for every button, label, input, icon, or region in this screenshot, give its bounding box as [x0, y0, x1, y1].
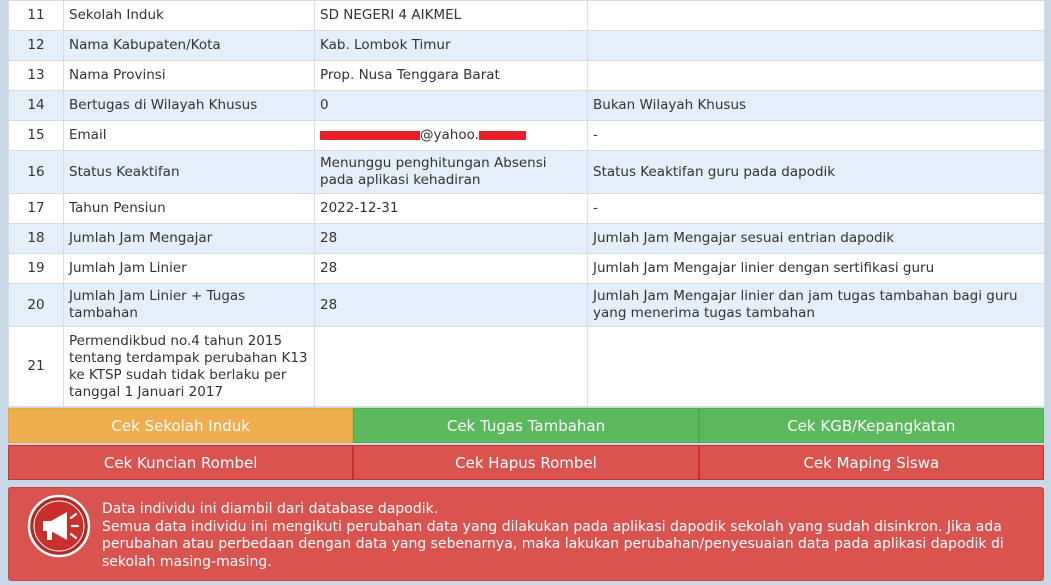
row-number: 16 — [9, 151, 64, 194]
table-row — [9, 327, 1045, 407]
field-value: 28 — [315, 254, 588, 284]
field-note: - — [588, 121, 1045, 151]
cek-hapus-rombel-button[interactable]: Cek Hapus Rombel — [353, 445, 698, 480]
row-number: 18 — [9, 224, 64, 254]
field-label: Tahun Pensiun — [64, 194, 315, 224]
field-note — [588, 31, 1045, 61]
alert-line-source: Data individu ini diambil dari database dapodik. — [102, 501, 439, 517]
field-label: Permendikbud no.4 tahun 2015 tentang terdampak perubahan K13 ke KTSP sudah tidak berlaku per tanggal 1 Januari 2017 — [64, 327, 315, 407]
table-row — [9, 224, 1045, 254]
row-number: 12 — [9, 31, 64, 61]
field-value: 0 — [315, 91, 588, 121]
action-button-row — [8, 445, 1044, 480]
field-label: Status Keaktifan — [64, 151, 315, 194]
field-value — [315, 327, 588, 407]
row-number: 21 — [9, 327, 64, 407]
cek-sekolah-induk-button[interactable]: Cek Sekolah Induk — [8, 408, 353, 443]
field-label: Jumlah Jam Mengajar — [64, 224, 315, 254]
table-row — [9, 151, 1045, 194]
cek-kuncian-rombel-button[interactable]: Cek Kuncian Rombel — [8, 445, 353, 480]
field-label: Nama Kabupaten/Kota — [64, 31, 315, 61]
field-note — [588, 1, 1045, 31]
redaction-mark — [320, 131, 420, 140]
table-row — [9, 254, 1045, 284]
field-label: Nama Provinsi — [64, 61, 315, 91]
field-note: Jumlah Jam Mengajar linier dengan sertifikasi guru — [588, 254, 1045, 284]
teacher-data-table — [8, 0, 1045, 407]
field-value: 2022-12-31 — [315, 194, 588, 224]
field-note: Jumlah Jam Mengajar linier dan jam tugas tambahan bagi guru yang menerima tugas tambahan — [588, 284, 1045, 327]
row-number: 14 — [9, 91, 64, 121]
info-alert — [8, 487, 1044, 581]
table-row — [9, 121, 1045, 151]
row-number: 13 — [9, 61, 64, 91]
row-number: 20 — [9, 284, 64, 327]
action-button-row — [8, 408, 1044, 443]
field-note: Jumlah Jam Mengajar sesuai entrian dapodik — [588, 224, 1045, 254]
email-visible-fragment: @yahoo. — [420, 127, 479, 143]
cek-kgb-kepangkatan-button[interactable]: Cek KGB/Kepangkatan — [699, 408, 1044, 443]
alert-message — [102, 501, 1027, 571]
field-label: Jumlah Jam Linier + Tugas tambahan — [64, 284, 315, 327]
field-note: Bukan Wilayah Khusus — [588, 91, 1045, 121]
table-row — [9, 31, 1045, 61]
field-value: 28 — [315, 284, 588, 327]
field-note: - — [588, 194, 1045, 224]
field-value: Menunggu penghitungan Absensi pada aplikasi kehadiran — [315, 151, 588, 194]
table-row — [9, 194, 1045, 224]
page — [8, 0, 1044, 585]
alert-line-sync-note: Semua data individu ini mengikuti perubahan data yang dilakukan pada aplikasi dapodik sekolah yang sudah disinkron. Jika ada perubahan atau perbedaan dengan data yang sebenarnya, maka lakukan perubahan/penyesuaian data pada aplikasi dapodik di sekolah masing-masing. — [102, 518, 1004, 570]
field-note: Status Keaktifan guru pada dapodik — [588, 151, 1045, 194]
redaction-mark — [479, 131, 526, 140]
field-label: Sekolah Induk — [64, 1, 315, 31]
table-row — [9, 91, 1045, 121]
field-value: Kab. Lombok Timur — [315, 31, 588, 61]
field-value: 28 — [315, 224, 588, 254]
row-number: 17 — [9, 194, 64, 224]
table-row — [9, 1, 1045, 31]
table-row — [9, 284, 1045, 327]
field-note — [588, 61, 1045, 91]
field-label: Bertugas di Wilayah Khusus — [64, 91, 315, 121]
table-row — [9, 61, 1045, 91]
row-number: 19 — [9, 254, 64, 284]
field-label: Jumlah Jam Linier — [64, 254, 315, 284]
row-number: 11 — [9, 1, 64, 31]
field-value: SD NEGERI 4 AIKMEL — [315, 1, 588, 31]
field-note — [588, 327, 1045, 407]
field-value — [315, 121, 588, 151]
row-number: 15 — [9, 121, 64, 151]
field-value: Prop. Nusa Tenggara Barat — [315, 61, 588, 91]
cek-maping-siswa-button[interactable]: Cek Maping Siswa — [699, 445, 1044, 480]
cek-tugas-tambahan-button[interactable]: Cek Tugas Tambahan — [353, 408, 698, 443]
megaphone-icon — [27, 494, 91, 558]
field-label: Email — [64, 121, 315, 151]
